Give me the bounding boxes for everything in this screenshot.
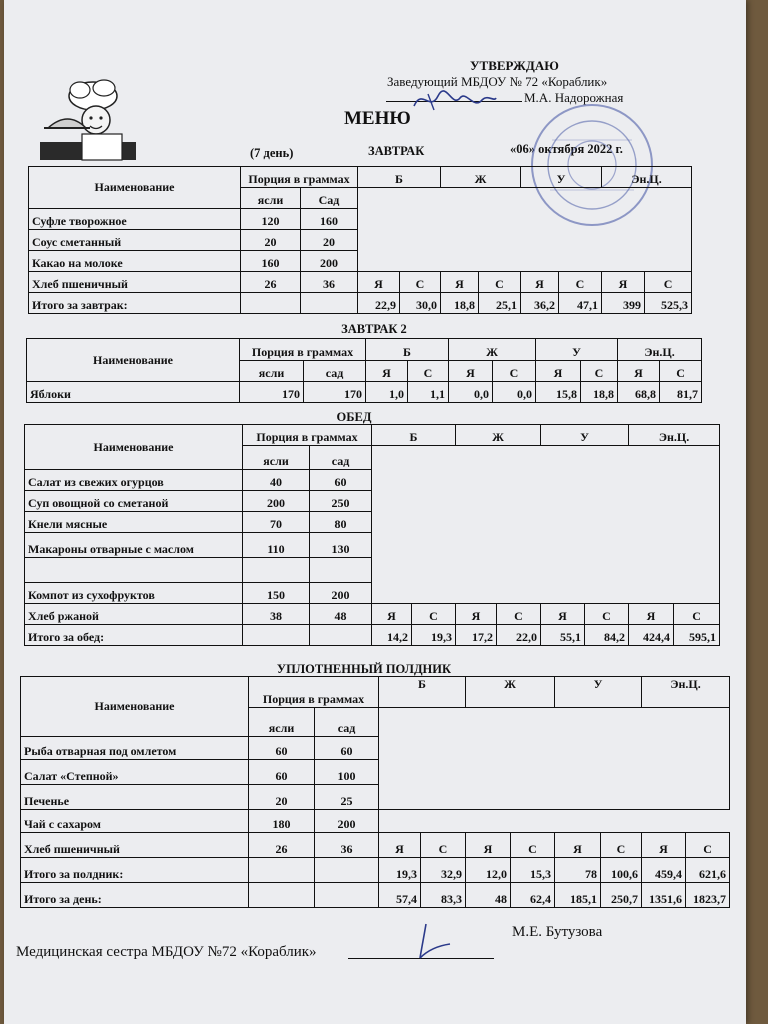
ya-label: Я bbox=[449, 360, 493, 382]
table-row bbox=[29, 272, 692, 293]
col-portion-header: Порция в граммах bbox=[243, 425, 372, 446]
value-cell: 55,1 bbox=[541, 625, 585, 646]
portion-sad: 36 bbox=[315, 833, 379, 858]
col-name-header: Наименование bbox=[29, 167, 241, 209]
ya-label: Я bbox=[541, 604, 585, 625]
col-yasli-header: ясли bbox=[249, 708, 315, 737]
approval-position: Заведующий МБДОУ № 72 «Кораблик» bbox=[387, 74, 608, 89]
dish-name: Салат «Степной» bbox=[21, 760, 249, 785]
s-label: С bbox=[400, 272, 441, 293]
s-label: С bbox=[660, 360, 702, 382]
table-row bbox=[21, 833, 730, 858]
ya-label: Я bbox=[629, 604, 674, 625]
col-yasli-header: ясли bbox=[241, 188, 301, 209]
lunch-title: ОБЕД bbox=[336, 410, 372, 424]
total-row bbox=[25, 625, 720, 646]
dish-name: Суфле творожное bbox=[29, 209, 241, 230]
dish-name bbox=[25, 558, 243, 583]
total-label: Итого за завтрак: bbox=[29, 293, 241, 314]
dish-name: Печенье bbox=[21, 785, 249, 810]
value-cell: 25,1 bbox=[479, 293, 521, 314]
dish-name: Соус сметанный bbox=[29, 230, 241, 251]
breakfast2-title: ЗАВТРАК 2 bbox=[341, 322, 407, 336]
col-sad-header: Сад bbox=[301, 188, 358, 209]
ya-label: Я bbox=[536, 360, 581, 382]
value-cell: 0,0 bbox=[449, 382, 493, 403]
value-cell: 18,8 bbox=[581, 382, 618, 403]
portion-sad: 36 bbox=[301, 272, 358, 293]
value-cell: 621,6 bbox=[686, 858, 730, 883]
portion-yasli: 26 bbox=[241, 272, 301, 293]
portion-yasli: 40 bbox=[243, 470, 310, 491]
col-u-header: У bbox=[555, 677, 642, 708]
col-name-header: Наименование bbox=[25, 425, 243, 470]
value-cell: 399 bbox=[602, 293, 645, 314]
portion-sad: 100 bbox=[315, 760, 379, 785]
col-portion-header: Порция в граммах bbox=[249, 677, 379, 708]
portion-sad: 48 bbox=[310, 604, 372, 625]
value-cell: 30,0 bbox=[400, 293, 441, 314]
value-cell: 36,2 bbox=[521, 293, 559, 314]
value-cell: 1,0 bbox=[366, 382, 408, 403]
total-label: Итого за полдник: bbox=[21, 858, 249, 883]
dish-name: Чай с сахаром bbox=[21, 810, 249, 833]
nutrition-blank bbox=[372, 446, 720, 604]
s-label: С bbox=[497, 604, 541, 625]
portion-yasli: 170 bbox=[240, 382, 304, 403]
portion-yasli bbox=[243, 558, 310, 583]
s-label: С bbox=[585, 604, 629, 625]
dish-name: Салат из свежих огурцов bbox=[25, 470, 243, 491]
portion-yasli: 200 bbox=[243, 491, 310, 512]
ya-label: Я bbox=[521, 272, 559, 293]
s-label: С bbox=[581, 360, 618, 382]
ya-label: Я bbox=[379, 833, 421, 858]
col-name-header: Наименование bbox=[21, 677, 249, 737]
menu-title: МЕНЮ bbox=[344, 108, 411, 129]
col-sad-header: сад bbox=[310, 446, 372, 470]
portion-yasli: 120 bbox=[241, 209, 301, 230]
value-cell: 1351,6 bbox=[642, 883, 686, 908]
total-row bbox=[29, 293, 692, 314]
col-zh-header: Ж bbox=[441, 167, 521, 188]
col-b-header: Б bbox=[366, 339, 449, 361]
s-label: С bbox=[408, 360, 449, 382]
value-cell: 19,3 bbox=[379, 858, 421, 883]
breakfast-table bbox=[28, 166, 692, 314]
col-portion-header: Порция в граммах bbox=[241, 167, 358, 188]
day-label: (7 день) bbox=[250, 146, 294, 160]
value-cell: 595,1 bbox=[674, 625, 720, 646]
col-zh-header: Ж bbox=[449, 339, 536, 361]
approval-title: УТВЕРЖДАЮ bbox=[470, 58, 559, 73]
portion-yasli: 60 bbox=[249, 737, 315, 760]
col-name-header: Наименование bbox=[27, 339, 240, 382]
ya-label: Я bbox=[372, 604, 412, 625]
col-sad-header: сад bbox=[315, 708, 379, 737]
s-label: С bbox=[601, 833, 642, 858]
dish-name: Суп овощной со сметаной bbox=[25, 491, 243, 512]
ya-label: Я bbox=[358, 272, 400, 293]
col-yasli-header: ясли bbox=[243, 446, 310, 470]
footer-name: М.Е. Бутузова bbox=[512, 924, 603, 940]
col-en-header: Эн.Ц. bbox=[642, 677, 730, 708]
ya-label: Я bbox=[642, 833, 686, 858]
value-cell: 68,8 bbox=[618, 382, 660, 403]
col-en-header: Эн.Ц. bbox=[629, 425, 720, 446]
breakfast-title: ЗАВТРАК bbox=[368, 144, 425, 158]
value-cell: 185,1 bbox=[555, 883, 601, 908]
ya-label: Я bbox=[466, 833, 511, 858]
col-b-header: Б bbox=[372, 425, 456, 446]
table-row bbox=[21, 810, 730, 833]
col-sad-header: сад bbox=[304, 360, 366, 382]
portion-sad bbox=[310, 558, 372, 583]
value-cell: 78 bbox=[555, 858, 601, 883]
col-en-header: Эн.Ц. bbox=[602, 167, 692, 188]
portion-yasli: 26 bbox=[249, 833, 315, 858]
portion-yasli: 110 bbox=[243, 533, 310, 558]
col-u-header: У bbox=[521, 167, 602, 188]
value-cell: 57,4 bbox=[379, 883, 421, 908]
value-cell: 19,3 bbox=[412, 625, 456, 646]
lunch-table bbox=[24, 424, 720, 646]
portion-yasli: 180 bbox=[249, 810, 315, 833]
breakfast2-table bbox=[26, 338, 702, 403]
dish-name: Хлеб ржаной bbox=[25, 604, 243, 625]
portion-yasli: 60 bbox=[249, 760, 315, 785]
portion-yasli: 150 bbox=[243, 583, 310, 604]
value-cell: 459,4 bbox=[642, 858, 686, 883]
portion-sad: 200 bbox=[301, 251, 358, 272]
value-cell: 1823,7 bbox=[686, 883, 730, 908]
value-cell: 15,3 bbox=[511, 858, 555, 883]
value-cell: 525,3 bbox=[645, 293, 692, 314]
director-signature bbox=[408, 84, 498, 116]
value-cell: 100,6 bbox=[601, 858, 642, 883]
col-zh-header: Ж bbox=[456, 425, 541, 446]
s-label: С bbox=[559, 272, 602, 293]
value-cell: 48 bbox=[466, 883, 511, 908]
approval-name: М.А. Надорожная bbox=[524, 90, 624, 105]
value-cell: 12,0 bbox=[466, 858, 511, 883]
portion-sad: 60 bbox=[310, 470, 372, 491]
portion-sad: 25 bbox=[315, 785, 379, 810]
value-cell: 81,7 bbox=[660, 382, 702, 403]
value-cell: 22,0 bbox=[497, 625, 541, 646]
value-cell: 0,0 bbox=[493, 382, 536, 403]
day-total-label: Итого за день: bbox=[21, 883, 249, 908]
s-label: С bbox=[493, 360, 536, 382]
portion-sad: 200 bbox=[310, 583, 372, 604]
dish-name: Кнели мясные bbox=[25, 512, 243, 533]
value-cell: 83,3 bbox=[421, 883, 466, 908]
portion-sad: 130 bbox=[310, 533, 372, 558]
col-b-header: Б bbox=[358, 167, 441, 188]
value-cell: 1,1 bbox=[408, 382, 449, 403]
s-label: С bbox=[412, 604, 456, 625]
s-label: С bbox=[511, 833, 555, 858]
dish-name: Хлеб пшеничный bbox=[29, 272, 241, 293]
value-cell: 18,8 bbox=[441, 293, 479, 314]
col-zh-header: Ж bbox=[466, 677, 555, 708]
nutrition-blank bbox=[358, 188, 692, 272]
ya-label: Я bbox=[456, 604, 497, 625]
value-cell: 424,4 bbox=[629, 625, 674, 646]
dish-name: Яблоки bbox=[27, 382, 240, 403]
portion-yasli: 160 bbox=[241, 251, 301, 272]
value-cell: 84,2 bbox=[585, 625, 629, 646]
s-label: С bbox=[421, 833, 466, 858]
portion-sad: 60 bbox=[315, 737, 379, 760]
menu-date: «06» октября 2022 г. bbox=[510, 142, 623, 156]
portion-sad: 200 bbox=[315, 810, 379, 833]
value-cell: 17,2 bbox=[456, 625, 497, 646]
s-label: С bbox=[686, 833, 730, 858]
col-portion-header: Порция в граммах bbox=[240, 339, 366, 361]
total-label: Итого за обед: bbox=[25, 625, 243, 646]
nutrition-blank bbox=[379, 708, 730, 810]
portion-sad: 160 bbox=[301, 209, 358, 230]
dish-name: Рыба отварная под омлетом bbox=[21, 737, 249, 760]
total-row bbox=[21, 858, 730, 883]
s-label: С bbox=[645, 272, 692, 293]
portion-sad: 80 bbox=[310, 512, 372, 533]
portion-sad: 250 bbox=[310, 491, 372, 512]
menu-sheet bbox=[4, 0, 746, 1024]
ya-label: Я bbox=[366, 360, 408, 382]
value-cell: 22,9 bbox=[358, 293, 400, 314]
portion-yasli: 38 bbox=[243, 604, 310, 625]
s-label: С bbox=[674, 604, 720, 625]
table-row bbox=[27, 382, 702, 403]
portion-sad: 170 bbox=[304, 382, 366, 403]
value-cell: 32,9 bbox=[421, 858, 466, 883]
table-row bbox=[25, 604, 720, 625]
snack-title: УПЛОТНЕННЫЙ ПОЛДНИК bbox=[276, 662, 452, 676]
dish-name: Хлеб пшеничный bbox=[21, 833, 249, 858]
ya-label: Я bbox=[618, 360, 660, 382]
ya-label: Я bbox=[602, 272, 645, 293]
col-b-header: Б bbox=[379, 677, 466, 708]
chef-illustration bbox=[38, 76, 138, 166]
snack-table bbox=[20, 676, 730, 908]
footer-label: Медицинская сестра МБДОУ №72 «Кораблик» bbox=[16, 944, 317, 960]
col-u-header: У bbox=[536, 339, 618, 361]
col-yasli-header: ясли bbox=[240, 360, 304, 382]
portion-yasli: 70 bbox=[243, 512, 310, 533]
value-cell: 250,7 bbox=[601, 883, 642, 908]
portion-sad: 20 bbox=[301, 230, 358, 251]
portion-yasli: 20 bbox=[249, 785, 315, 810]
value-cell: 47,1 bbox=[559, 293, 602, 314]
value-cell: 14,2 bbox=[372, 625, 412, 646]
dish-name: Какао на молоке bbox=[29, 251, 241, 272]
portion-yasli: 20 bbox=[241, 230, 301, 251]
dish-name: Компот из сухофруктов bbox=[25, 583, 243, 604]
ya-label: Я bbox=[555, 833, 601, 858]
nurse-signature bbox=[406, 916, 456, 962]
day-total-row bbox=[21, 883, 730, 908]
value-cell: 62,4 bbox=[511, 883, 555, 908]
col-en-header: Эн.Ц. bbox=[618, 339, 702, 361]
col-u-header: У bbox=[541, 425, 629, 446]
dish-name: Макароны отварные с маслом bbox=[25, 533, 243, 558]
value-cell: 15,8 bbox=[536, 382, 581, 403]
ya-label: Я bbox=[441, 272, 479, 293]
s-label: С bbox=[479, 272, 521, 293]
